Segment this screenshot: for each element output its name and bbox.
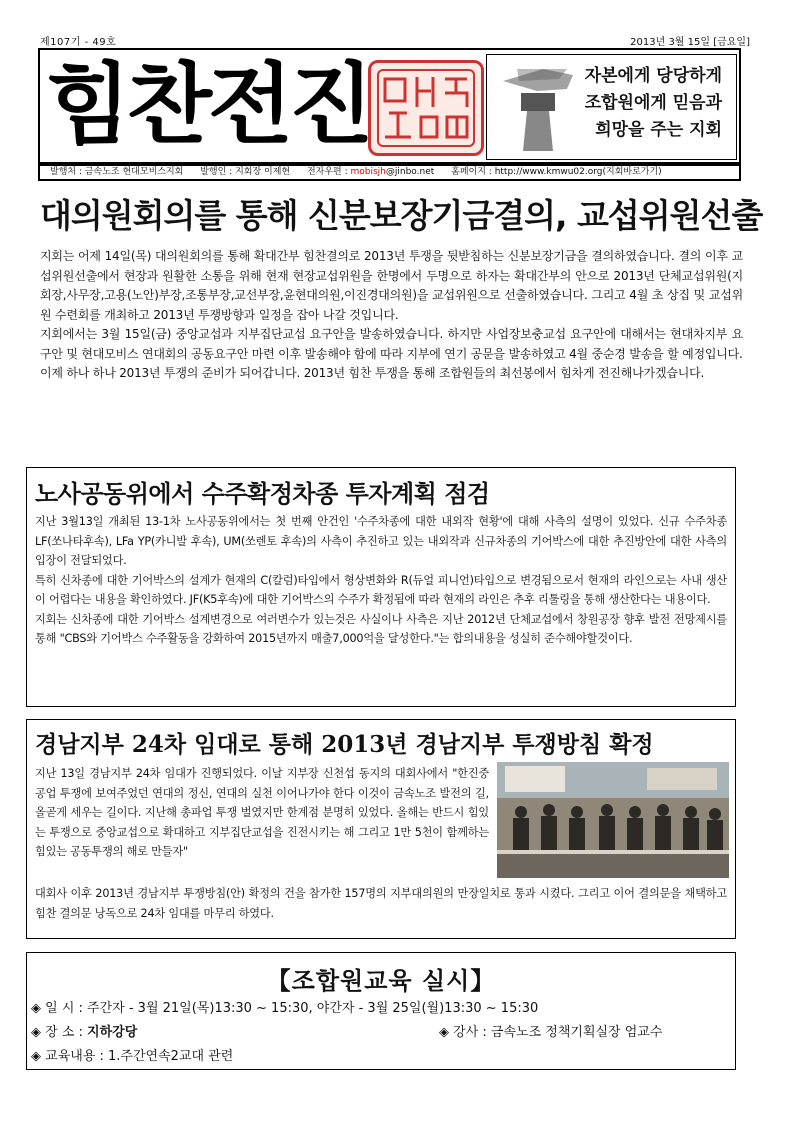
article2-paragraph: 특히 신차종에 대한 기어박스의 설계가 현재의 C(칼럼)타입에서 형상변화와 R(듀얼 피니언)타입으로 변경됨으로서 현재의 라인으로는 사내 생산이 어렵다는 내용을 확인하였다. JF(K5후속)에 대한 기어박스의 수주가 확정됨에 따라 현재의 라인은 추후 리툴링을 통해 생산한다는 내용이다. — [35, 573, 727, 606]
publisher-info-bar: 발행처 : 금속노조 현대모비스지회 발행인 : 지회장 이제현 전자우편 : mobisjh@jinbo.net 홈페이지 : http://www.kmwu02.org(지회바로가기) — [38, 164, 741, 181]
masthead — [38, 48, 741, 164]
slogan-box — [486, 54, 737, 160]
diamond-bullet-icon: ◈ — [31, 1025, 41, 1040]
meeting-photo — [497, 762, 729, 878]
education-content-row: ◈ 교육내용 : 1.주간연속2교대 관련 — [31, 1049, 234, 1064]
article2-box — [26, 467, 736, 707]
education-time-row: ◈ 일 시 : 주간자 - 3월 21일(목)13:30 ~ 15:30, 야간자 - 3월 25일(월)13:30 ~ 15:30 — [31, 1001, 539, 1016]
masthead-title: 힘찬전진 — [46, 53, 371, 156]
education-notice-box — [26, 952, 736, 1070]
article1-body — [40, 247, 743, 384]
education-content: 1.주간연속2교대 관련 — [108, 1049, 234, 1064]
article1-paragraph: 지회는 어제 14일(목) 대의원회의를 통해 확대간부 힘찬결의로 2013년 투쟁을 뒷받침하는 신분보장기금을 결의하였습니다. 결의 이후 교섭위원선출에서 현장과 원활한 소통을 위해 현재 현장교섭위원을 한명에서 두명으로 하자는 확대간부의 안으로 2013년 단체교섭위원(지회장,사무장,고용(노안)부장,조통부장,교선부장,윤현대의원,이진경대의원)을 교섭위원으로 선출하였습니다. 그리고 4월 초 상집 및 교섭위원 수련회를 개최하고 2013년 투쟁방향과 일정을 잡아 나갈 것입니다. — [40, 249, 743, 322]
education-place: 지하강당 — [87, 1025, 138, 1040]
article2-paragraph: 지난 3월13일 개최된 13-1차 노사공동위에서는 첫 번째 안건인 '수주차종에 대한 내외작 현황'에 대해 사측의 설명이 있었다. 신규 수주차종 LF(쏘나타후속), LFa YP(카니발 후속), UM(쏘렌토 후속)의 사측이 추진하고 있는 내외작과 신규차종의 기어박스에 대한 추진방안에 대한 사측의 입장이 전달되었다. — [35, 515, 727, 567]
diamond-bullet-icon: ◈ — [439, 1025, 449, 1040]
education-lecturer-row: ◈ 강사 : 금속노조 정책기획실장 엄교수 — [439, 1025, 663, 1040]
article2-title: 노사공동위에서 수주확정차종 투자계획 점검 — [35, 480, 490, 508]
article3-conclusion: 대회사 이후 2013년 경남지부 투쟁방침(안) 확정의 건을 참가한 157명의 지부대의원의 만장일치로 통과 시켰다. 그리고 이어 결의문을 채택하고 힘찬 결의문 낭독으로 24차 임대를 마무리 하였다. — [35, 887, 727, 920]
email-link[interactable]: mobisjh — [350, 167, 386, 177]
education-title: 【조합원교육 실시】 — [266, 967, 496, 995]
article2-paragraph: 지회는 신차종에 대한 기어박스 설계변경으로 여러변수가 있는것은 사실이나 사측은 지난 2012년 단체교섭에서 창원공장 향후 발전 전망제시를 통해 "CBS와 기어박스 수주활동을 강화하여 2015년까지 매출7,000억을 달성한다."는 합의내용을 성실히 준수해야할것이다. — [35, 612, 727, 645]
issue-number: 제107기 - 49호 — [40, 37, 117, 48]
article1-headline: 대의원회의를 통해 신분보장기금결의, 교섭위원선출 — [40, 196, 763, 235]
education-lecturer: 금속노조 정책기획실장 엄교수 — [490, 1025, 663, 1040]
article1-paragraph: 지회에서는 3월 15일(금) 중앙교섭과 지부집단교섭 요구안을 발송하였습니다. 하지만 사업장보충교섭 요구안에 대해서는 현대차지부 요구안 및 현대모비스 연대회의 공동요구안 마련 이후 발송해야 함에 따라 지부에 연기 공문을 발송하였고 4월 중순경 발송을 할 예정입니다. — [40, 327, 743, 361]
publication-date: 2013년 3월 15일 [금요일] — [630, 37, 750, 48]
article3-box — [26, 719, 736, 939]
diamond-bullet-icon: ◈ — [31, 1049, 41, 1064]
education-time: 주간자 - 3월 21일(목)13:30 ~ 15:30, 야간자 - 3월 25일(월)13:30 ~ 15:30 — [87, 1001, 539, 1016]
article2-body — [35, 512, 727, 649]
issuer: 지회장 이제현 — [235, 167, 291, 177]
article3-body: 지난 13일 경남지부 24차 임대가 진행되었다. 이날 지부장 신천섭 동지의 대회사에서 "한진중공업 투쟁에 보여주었던 연대의 정신, 연대의 실천 이어나가야 한다 이것이 금속노조 발전의 길, 올곧게 세우는 길이다. 지난해 총파업 투쟁 벌였지만 한계점 분명히 있었다. 올해는 반드시 힘있는 투쟁으로 중앙교섭으로 확대하고 지부집단교섭을 진전시키는 해 그리고 1만 5천이 함께하는 힘있는 공동투쟁의 해로 만들자" — [35, 767, 489, 858]
union-seal — [368, 60, 484, 156]
slogan-line-3: 희망을 주는 지회 — [595, 120, 722, 140]
slogan-line-1: 자본에게 당당하게 — [584, 66, 722, 86]
homepage-link[interactable]: http://www.kmwu02.org(지회바로가기) — [494, 167, 662, 177]
article1-paragraph: 이제 하나 하나 2013년 투쟁의 준비가 되어갑니다. 2013년 힘찬 투쟁을 통해 조합원들의 최선봉에서 힘차게 전진해나가겠습니다. — [40, 366, 705, 380]
publisher: 금속노조 현대모비스지회 — [84, 167, 184, 177]
diamond-bullet-icon: ◈ — [31, 1001, 41, 1016]
slogan-line-2: 조합원에게 믿음과 — [584, 93, 722, 113]
article3-title: 경남지부 24차 임대로 통해 2013년 경남지부 투쟁방침 확정 — [35, 731, 654, 758]
education-place-row: ◈ 장 소 : 지하강당 — [31, 1025, 138, 1040]
